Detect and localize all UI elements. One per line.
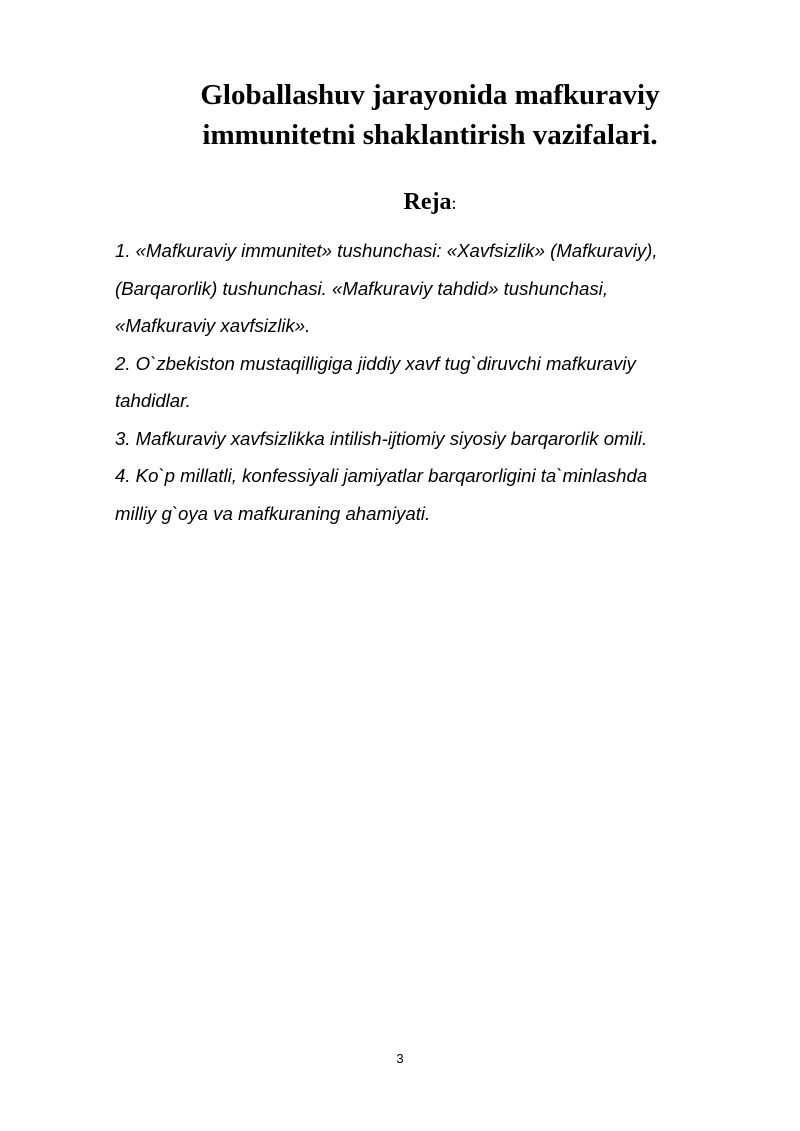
plan-heading-colon: :: [451, 193, 457, 213]
plan-line-1: 1. «Mafkuraviy immunitet» tushunchasi: «Xavfsizlik» (Mafkuraviy),: [115, 240, 658, 261]
plan-line-6: 3. Mafkuraviy xavfsizlikka intilish-ijtiomiy siyosiy barqarorlik omili.: [115, 427, 648, 449]
plan-line-4: 2. O`zbekiston mustaqilligiga jiddiy xavf tug`diruvchi mafkuraviy: [115, 352, 636, 374]
plan-line-3: «Mafkuraviy xavfsizlik».: [115, 315, 311, 336]
plan-list: [115, 232, 715, 532]
plan-line-2: (Barqarorlik) tushunchasi. «Mafkuraviy tahdid» tushunchasi,: [115, 277, 608, 299]
document-title: [130, 75, 730, 155]
plan-heading: [130, 186, 730, 219]
title-line-1: Globallashuv jarayonida mafkuraviy: [200, 79, 660, 111]
page-number: 3: [396, 1051, 404, 1066]
plan-heading-text: Reja: [403, 189, 452, 215]
title-line-2: immunitetni shaklantirish vazifalari.: [202, 119, 658, 151]
plan-line-8: milliy g`oya va mafkuraning ahamiyati.: [115, 502, 431, 524]
plan-line-7: 4. Ko`p millatli, konfessiyali jamiyatlar barqarorligini ta`minlashda: [115, 465, 648, 486]
plan-line-5: tahdidlar.: [115, 390, 191, 411]
